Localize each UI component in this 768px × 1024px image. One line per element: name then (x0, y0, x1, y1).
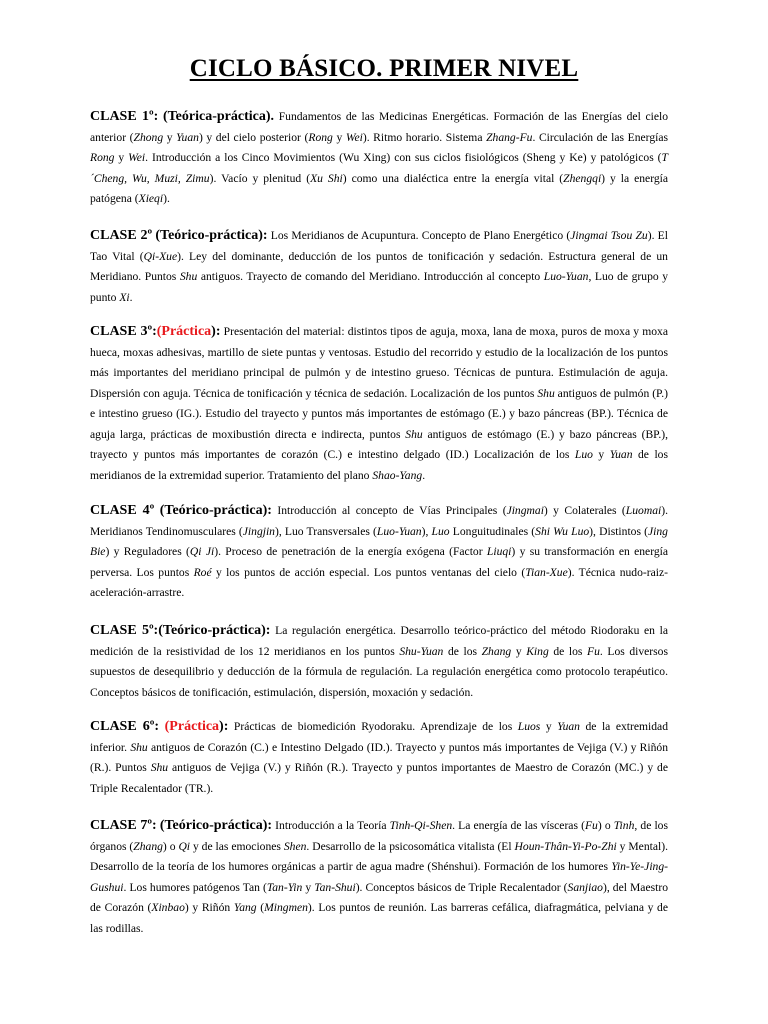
italic-term: Tian-Xue (525, 565, 568, 579)
italic-term: Shi Wu Luo (535, 524, 590, 538)
body-text: antiguos de Corazón (C.) e Intestino Delgado (ID.). Trayecto y puntos más importantes de Vejiga (V.) y Riñón (R.). Puntos (90, 740, 669, 774)
italic-term: Shen (283, 839, 307, 853)
body-text: . Los diversos supuestos de desequilibrio y deducción de la fórmula de regulación. La regulación energética como protocolo terapéutico. Conceptos básicos de tonificación, estimulación, dispersión, moxación y sedación. (90, 644, 668, 699)
clase-type: (Teórico-práctica): (159, 503, 272, 518)
body-text: y (114, 151, 129, 164)
body-text: y (540, 720, 558, 733)
body-text: ) y Colaterales ( (543, 504, 626, 517)
clase-type-text: Práctica (169, 719, 220, 734)
clase-label: CLASE 7º: (90, 818, 157, 833)
body-text: . Los humores patógenos Tan ( (123, 880, 267, 894)
body-text: . La energía de las vísceras ( (452, 819, 585, 832)
italic-term: Xieqi (138, 192, 164, 205)
body-text: y Mental). Desarrollo de la teoría de los humores orgánicas a partir de agua madre (Shénshui). Formación de los humores (90, 839, 668, 873)
body-text: de los (443, 644, 482, 658)
body-text: . Desarrollo de la psicosomática vitalista (El (306, 839, 515, 853)
clase-type-text: Teórica-práctica (167, 109, 266, 124)
body-text: . Circulación de las Energías (532, 130, 669, 144)
body-text: Longuitudinales ( (449, 524, 536, 538)
body-text: ). Técnica nudo-raiz-aceleración-arrastre. (90, 565, 668, 599)
italic-term: Zhong (133, 130, 164, 144)
italic-term: Tinh (613, 819, 635, 832)
body-text: La regulación energética. Desarrollo teórico-práctico del método Riodoraku en la medición de la resistividad de los 12 meridianos en los puntos (90, 624, 669, 658)
italic-term: Qi Ji (189, 545, 215, 558)
italic-term: Jing Bie (90, 524, 668, 558)
body-text: y los puntos de acción especial. Los puntos ventanas del cielo ( (211, 565, 526, 579)
italic-term: Liuqi (486, 545, 512, 558)
italic-term: Tinh-Qi-Shen (389, 819, 453, 832)
italic-term: Jingjin (242, 524, 275, 538)
italic-term: Shu (150, 761, 169, 774)
italic-term: Yuan (176, 130, 199, 144)
clase-7 (90, 816, 668, 939)
italic-term: King (526, 644, 549, 658)
body-text: ). Proceso de penetración de la energía exógena (Factor (214, 545, 487, 558)
body-text: Fundamentos de las Medicinas Energéticas. Formación de las Energías del cielo anterior ( (90, 110, 668, 144)
clase-6 (90, 717, 668, 799)
italic-term: Xinbao (151, 901, 185, 914)
body-text: y (163, 130, 177, 144)
italic-term: Yuan (557, 720, 580, 733)
body-text: ). Vacío y plenitud ( (209, 171, 311, 185)
italic-term: Mingmen (264, 901, 308, 914)
body-text: antiguos de estómago (E.) y bazo páncreas (BP.), trayecto y puntos más importantes de corazón (C.) e intestino delgado (ID.) Localización de los (90, 427, 668, 461)
italic-term: Zhang-Fu (486, 130, 533, 144)
italic-term: Zhang (481, 644, 512, 658)
body-text: Introducción al concepto de Vías Principales ( (271, 504, 507, 517)
body-text: ). El Tao Vital ( (90, 229, 668, 263)
body-text: ). Ritmo horario. Sistema (362, 130, 487, 144)
italic-term: Houn-Thân-Yi-Po-Zhi (514, 839, 617, 853)
clase-3 (90, 322, 668, 486)
clase-type: (Teórico-práctica): (159, 818, 273, 833)
body-text: Los Meridianos de Acupuntura. Concepto de Plano Energético ( (267, 229, 571, 242)
body-text: ), (421, 524, 432, 538)
clase-type: (Teórico-práctica): (158, 623, 271, 638)
italic-term: T´Cheng, Wu, Muzi, Zimu (90, 151, 668, 185)
italic-term: Yang (233, 901, 257, 914)
page-title: CICLO BÁSICO. PRIMER NIVEL (189, 55, 579, 82)
italic-term: Luo (431, 524, 450, 538)
italic-term: Wei (128, 151, 146, 164)
clase-1 (90, 107, 668, 210)
body-text: antiguos de Vejiga (V.) y Riñón (R.). Trayecto y puntos importantes de Maestro de Corazón (MC.) y de Triple Recalentador (TR.). (90, 761, 668, 795)
body-text: ). Los puntos de reunión. Las barreras cefálica, diafragmática, pelviana y de las rodillas. (90, 901, 668, 935)
body-text: ) y su transformación en energía perversa. Los puntos (90, 545, 669, 579)
body-text: ), del Maestro de Corazón ( (90, 880, 668, 914)
body-text: . (129, 290, 133, 304)
body-text: antiguos de pulmón (P.) e intestino grueso (IG.). Estudio del trayecto y puntos más importantes de estómago (E.) y bazo páncreas (BP.). Técnica de aguja larga, prácticas de moxibustión directa e indirecta, puntos (90, 386, 668, 441)
clase-body (90, 819, 668, 935)
body-text: ) o (162, 839, 179, 853)
clase-4 (90, 501, 668, 604)
clase-5 (90, 621, 668, 703)
italic-term: Jingmai (506, 504, 544, 517)
italic-term: Shu-Yuan (399, 644, 444, 658)
clase-label: CLASE 6º: (90, 719, 160, 734)
italic-term: Shu (179, 270, 198, 283)
italic-term: Luo-Yuan (376, 524, 422, 538)
italic-term: Roé (193, 565, 212, 579)
body-text: ). Ley del dominante, deducción de los puntos de tonificación y sedación. Estructura general de un Meridiano. Puntos (90, 249, 668, 283)
body-text: y de las emociones (190, 839, 284, 853)
clase-label: CLASE 4º (90, 503, 155, 518)
body-text: de la extremidad inferior. (90, 720, 669, 754)
italic-term: Luo (574, 448, 593, 461)
body-text: y (511, 644, 527, 658)
body-text: y (592, 448, 610, 461)
body-text: ) o (597, 819, 614, 832)
italic-term: Shu (130, 740, 148, 754)
clase-label: CLASE 2º (90, 228, 153, 243)
italic-term: Tan-Yin (266, 880, 303, 894)
clase-type-text: Teórico-práctica (162, 623, 262, 638)
italic-term: Qi-Xue (143, 249, 178, 263)
body-text: Prácticas de biomedición Ryodoraku. Aprendizaje de los (228, 720, 518, 733)
body-text: y (332, 130, 346, 144)
body-text: ). Conceptos básicos de Triple Recalentador ( (355, 880, 568, 894)
clase-type: (Teórica-práctica). (162, 109, 275, 124)
body-text: ). Meridianos Tendinomusculares ( (90, 504, 668, 538)
italic-term: Shu (537, 386, 555, 400)
clase-body (90, 504, 668, 599)
italic-term: Tan-Shui (314, 880, 356, 894)
clase-label: CLASE 5º: (90, 623, 159, 638)
clase-label: CLASE 1º: (90, 109, 159, 124)
body-text: , Luo de grupo y punto (90, 270, 669, 304)
clase-type-text: Teórico-práctica (164, 818, 263, 833)
italic-term: Fu (587, 644, 600, 658)
italic-term: Wei (345, 130, 363, 144)
clase-type-text: Teórico-práctica (164, 503, 263, 518)
italic-term: Luos (517, 720, 541, 733)
body-text: ) y del cielo posterior ( (198, 130, 309, 144)
italic-term: Yuan (609, 448, 633, 461)
clase-body (90, 110, 668, 205)
body-text: ), Distintos ( (589, 524, 649, 538)
body-text: ) y la energía patógena ( (90, 171, 669, 205)
italic-term: Qi (178, 839, 191, 853)
italic-term: Sanjiao (567, 880, 603, 894)
body-text: ) como una dialéctica entre la energía vital ( (342, 171, 564, 185)
body-text: de los meridianos de la extremidad superior. Tratamiento del plano (90, 448, 668, 482)
clase-2 (90, 226, 668, 308)
italic-term: Xi (119, 290, 130, 304)
italic-term: Luomai (625, 504, 662, 517)
italic-term: Zhang (133, 839, 163, 853)
clase-type-text: Teórico-práctica (160, 228, 259, 243)
clase-type: (Teórico-práctica): (155, 228, 268, 243)
italic-term: Zhengqi (563, 171, 602, 185)
italic-term: Shao-Yang (372, 468, 423, 482)
italic-term: Fu (584, 819, 598, 832)
body-text: ) y Riñón (184, 901, 234, 914)
clase-type: (Práctica): (156, 324, 221, 339)
italic-term: Shu (405, 427, 423, 441)
clase-body (90, 325, 668, 482)
italic-term: Rong (308, 130, 333, 144)
body-text: y (302, 880, 315, 894)
body-text: de los (548, 644, 587, 658)
body-text: ( (256, 901, 265, 914)
clase-label: CLASE 3º: (90, 324, 157, 339)
body-text: . Introducción a los Cinco Movimientos (Wu Xing) con sus ciclos fisiológicos (Sheng y Ke) y patológicos ( (145, 151, 662, 164)
body-text: ) y Reguladores ( (105, 545, 190, 558)
italic-term: Yin-Ye-Jing-Gushui (90, 860, 668, 894)
body-text: , de los órganos ( (90, 819, 668, 853)
clase-type: (Práctica): (164, 719, 229, 734)
italic-term: Xu Shi (310, 171, 343, 185)
body-text: Presentación del material: distintos tipos de aguja, moxa, lana de moxa, puros de moxa y moxa hueca, moxas adhesivas, martillo de siete puntas y ventosas. Estudio del recorrido y estudio de la localización de los puntos más importantes del meridiano principal de pulmón y de intestino grueso. Técnicas de puntura. Estimulación de aguja. Dispersión con aguja. Técnica de tonificación y técnica de sedación. Localización de los puntos (90, 325, 668, 400)
italic-term: Luo-Yuan (543, 270, 589, 283)
body-text: ). (163, 192, 170, 205)
body-text: . (422, 468, 426, 482)
body-text: ), Luo Transversales ( (274, 524, 377, 538)
clase-type-text: Práctica (161, 324, 212, 339)
italic-term: Jingmai Tsou Zu (570, 229, 648, 242)
body-text: Introducción a la Teoría (272, 819, 390, 832)
italic-term: Rong (90, 151, 115, 164)
body-text: antiguos. Trayecto de comando del Meridiano. Introducción al concepto (197, 270, 544, 283)
